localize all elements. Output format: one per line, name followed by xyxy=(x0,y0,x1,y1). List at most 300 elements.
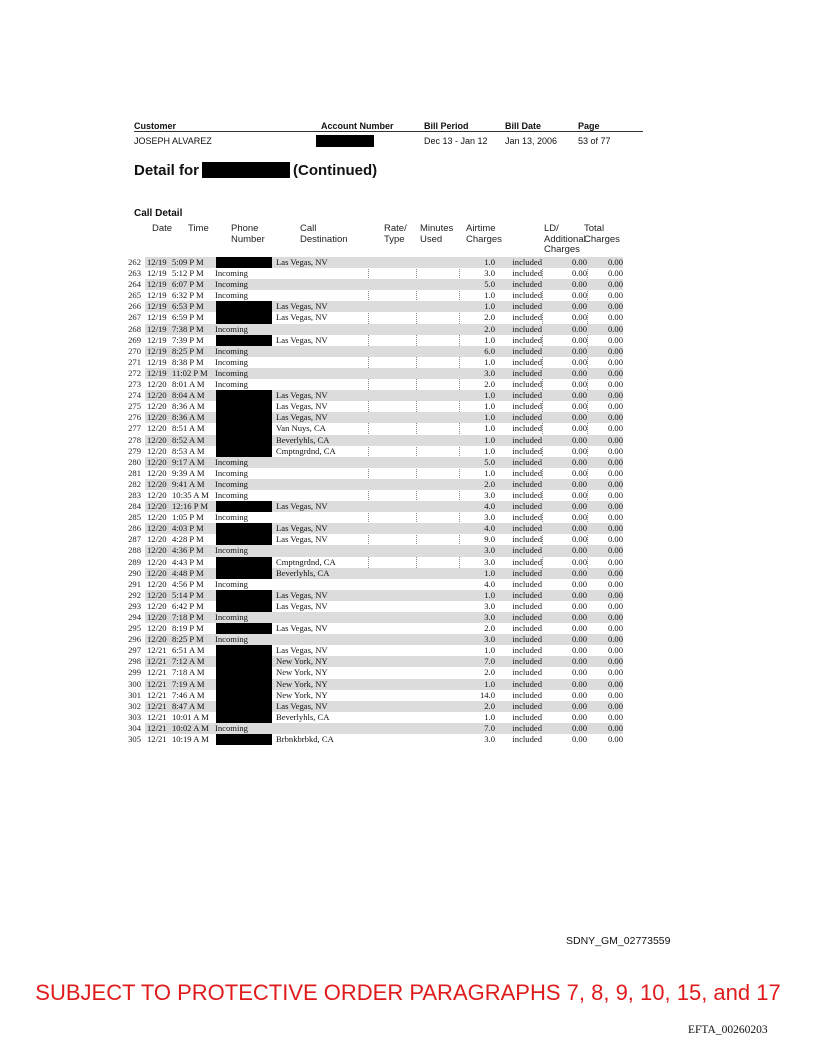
table-row xyxy=(128,623,623,634)
phone-redaction xyxy=(216,412,272,423)
row-number: 288 xyxy=(128,545,141,556)
minutes-used: 2.0 xyxy=(484,623,495,634)
section-heading: Call Detail xyxy=(134,208,183,219)
minutes-used: 3.0 xyxy=(484,556,495,567)
call-destination: New York, NY xyxy=(276,656,328,667)
call-time: 4:28 P M xyxy=(172,534,204,545)
call-time: 10:35 A M xyxy=(172,489,209,500)
phone-number: Incoming xyxy=(215,323,248,334)
ld-charges: 0.00 xyxy=(571,656,587,667)
minutes-used: 1.0 xyxy=(484,257,495,267)
title-redaction xyxy=(202,162,290,178)
minutes-used: 3.0 xyxy=(484,367,495,378)
total-charges: 0.00 xyxy=(607,290,623,301)
call-time: 9:17 A M xyxy=(172,456,205,467)
call-date: 12/20 xyxy=(147,634,167,645)
row-number: 302 xyxy=(128,700,141,711)
phone-redaction xyxy=(216,557,272,568)
phone-redaction xyxy=(216,712,272,723)
minutes-used: 3.0 xyxy=(484,268,495,279)
phone-redaction xyxy=(216,401,272,412)
total-charges: 0.00 xyxy=(607,634,623,645)
title-prefix: Detail for xyxy=(134,162,200,179)
phone-redaction xyxy=(216,335,272,346)
minutes-used: 3.0 xyxy=(484,545,495,556)
call-destination: Beverlyhls, CA xyxy=(276,711,330,722)
total-charges: 0.00 xyxy=(607,434,623,445)
ld-charges: 0.00 xyxy=(571,512,587,523)
ld-charges: 0.00 xyxy=(571,412,587,423)
table-row xyxy=(128,390,623,401)
call-date: 12/19 xyxy=(147,301,167,312)
ld-charges: 0.00 xyxy=(571,700,587,711)
call-date: 12/20 xyxy=(147,567,167,578)
minutes-used: 5.0 xyxy=(484,279,495,290)
call-time: 5:12 P M xyxy=(172,268,204,279)
airtime-charges: included xyxy=(512,556,542,567)
phone-redaction xyxy=(216,301,272,312)
minutes-used: 3.0 xyxy=(484,734,495,745)
row-number: 277 xyxy=(128,423,141,434)
call-time: 9:39 A M xyxy=(172,467,205,478)
call-destination: New York, NY xyxy=(276,678,328,689)
airtime-charges: included xyxy=(512,478,542,489)
total-charges: 0.00 xyxy=(607,512,623,523)
page-title xyxy=(134,162,377,179)
minutes-used: 1.0 xyxy=(484,467,495,478)
call-time: 8:36 A M xyxy=(172,412,205,423)
airtime-charges: included xyxy=(512,545,542,556)
call-time: 10:01 A M xyxy=(172,711,209,722)
phone-redaction xyxy=(216,435,272,446)
ld-charges: 0.00 xyxy=(571,323,587,334)
row-number: 285 xyxy=(128,512,141,523)
phone-redaction xyxy=(216,423,272,434)
table-row xyxy=(128,412,623,423)
total-charges: 0.00 xyxy=(607,489,623,500)
call-date: 12/21 xyxy=(147,700,167,711)
total-charges: 0.00 xyxy=(607,667,623,678)
airtime-charges: included xyxy=(512,722,542,733)
ld-charges: 0.00 xyxy=(571,534,587,545)
ld-charges: 0.00 xyxy=(571,312,587,323)
minutes-used: 3.0 xyxy=(484,512,495,523)
airtime-charges: included xyxy=(512,301,542,312)
call-time: 8:52 A M xyxy=(172,434,205,445)
phone-number: Incoming xyxy=(215,512,248,523)
airtime-charges: included xyxy=(512,356,542,367)
airtime-charges: included xyxy=(512,700,542,711)
row-number: 303 xyxy=(128,711,141,722)
table-row xyxy=(128,600,623,612)
call-time: 6:32 P M xyxy=(172,290,204,301)
call-destination: Las Vegas, NV xyxy=(276,301,328,312)
total-charges: 0.00 xyxy=(607,323,623,334)
ld-charges: 0.00 xyxy=(571,290,587,301)
minutes-used: 7.0 xyxy=(484,656,495,667)
ld-charges: 0.00 xyxy=(571,600,587,611)
call-date: 12/20 xyxy=(147,589,167,600)
ld-charges: 0.00 xyxy=(571,356,587,367)
row-number: 265 xyxy=(128,290,141,301)
call-date: 12/20 xyxy=(147,401,167,412)
ld-charges: 0.00 xyxy=(571,578,587,589)
ld-charges: 0.00 xyxy=(571,489,587,500)
call-date: 12/20 xyxy=(147,534,167,545)
minutes-used: 4.0 xyxy=(484,578,495,589)
account-number-redaction xyxy=(316,135,374,147)
ld-charges: 0.00 xyxy=(571,456,587,467)
minutes-used: 1.0 xyxy=(484,301,495,312)
phone-redaction xyxy=(216,734,272,745)
phone-redaction xyxy=(216,446,272,457)
phone-number: Incoming xyxy=(215,634,248,645)
call-date: 12/20 xyxy=(147,456,167,467)
airtime-charges: included xyxy=(512,711,542,722)
call-time: 6:53 P M xyxy=(172,301,204,312)
airtime-charges: included xyxy=(512,379,542,390)
total-charges: 0.00 xyxy=(607,423,623,434)
ld-charges: 0.00 xyxy=(571,667,587,678)
ld-charges: 0.00 xyxy=(571,445,587,456)
call-time: 9:41 A M xyxy=(172,478,205,489)
total-charges: 0.00 xyxy=(607,467,623,478)
phone-number: Incoming xyxy=(215,489,248,500)
row-number: 295 xyxy=(128,623,141,634)
ld-charges: 0.00 xyxy=(571,379,587,390)
row-number: 300 xyxy=(128,678,141,689)
call-time: 7:12 A M xyxy=(172,656,205,667)
airtime-charges: included xyxy=(512,445,542,456)
call-date: 12/20 xyxy=(147,445,167,456)
call-time: 5:14 P M xyxy=(172,589,204,600)
table-row xyxy=(128,434,623,446)
call-date: 12/20 xyxy=(147,390,167,401)
total-charges: 0.00 xyxy=(607,345,623,356)
phone-redaction xyxy=(216,523,272,534)
phone-redaction xyxy=(216,501,272,512)
row-number: 286 xyxy=(128,523,141,534)
total-charges: 0.00 xyxy=(607,279,623,290)
row-number: 263 xyxy=(128,268,141,279)
call-time: 4:48 P M xyxy=(172,567,204,578)
minutes-used: 1.0 xyxy=(484,645,495,656)
airtime-charges: included xyxy=(512,734,542,745)
row-number: 270 xyxy=(128,345,141,356)
title-suffix: (Continued) xyxy=(293,162,378,179)
table-row xyxy=(128,423,623,434)
call-date: 12/19 xyxy=(147,334,167,345)
call-time: 6:42 P M xyxy=(172,600,204,611)
airtime-charges: included xyxy=(512,323,542,334)
col-rate: Rate/ Type xyxy=(384,223,407,245)
airtime-charges: included xyxy=(512,623,542,634)
bill-period-value: Dec 13 - Jan 12 xyxy=(424,136,488,146)
ld-charges: 0.00 xyxy=(571,545,587,556)
minutes-used: 4.0 xyxy=(484,523,495,534)
table-row xyxy=(128,257,623,268)
call-destination: Las Vegas, NV xyxy=(276,501,328,512)
customer-name: JOSEPH ALVAREZ xyxy=(134,136,212,146)
call-detail-table xyxy=(128,257,623,745)
table-row xyxy=(128,512,623,523)
table-row xyxy=(128,478,623,490)
call-date: 12/21 xyxy=(147,722,167,733)
bill-date-value: Jan 13, 2006 xyxy=(505,136,558,146)
minutes-used: 6.0 xyxy=(484,345,495,356)
table-row xyxy=(128,667,623,678)
minutes-used: 1.0 xyxy=(484,589,495,600)
airtime-charges: included xyxy=(512,290,542,301)
table-row xyxy=(128,578,623,590)
call-time: 7:38 P M xyxy=(172,323,204,334)
row-number: 294 xyxy=(128,612,141,622)
airtime-charges: included xyxy=(512,578,542,589)
call-time: 5:09 P M xyxy=(172,257,204,267)
phone-number: Incoming xyxy=(215,379,248,390)
row-number: 271 xyxy=(128,356,141,367)
row-number: 299 xyxy=(128,667,141,678)
total-charges: 0.00 xyxy=(607,678,623,689)
phone-redaction xyxy=(216,656,272,667)
row-number: 283 xyxy=(128,489,141,500)
ld-charges: 0.00 xyxy=(571,467,587,478)
phone-number: Incoming xyxy=(215,367,248,378)
minutes-used: 14.0 xyxy=(479,689,495,700)
table-row xyxy=(128,722,623,734)
ld-charges: 0.00 xyxy=(571,279,587,290)
row-number: 296 xyxy=(128,634,141,645)
row-number: 305 xyxy=(128,734,141,745)
call-time: 10:02 A M xyxy=(172,722,209,733)
minutes-used: 1.0 xyxy=(484,678,495,689)
bates-number: SDNY_GM_02773559 xyxy=(566,935,671,947)
total-charges: 0.00 xyxy=(607,379,623,390)
call-destination: Las Vegas, NV xyxy=(276,623,328,634)
table-row xyxy=(128,456,623,468)
total-charges: 0.00 xyxy=(607,367,623,378)
ld-charges: 0.00 xyxy=(571,711,587,722)
bill-date-label: Bill Date xyxy=(505,121,542,131)
ld-charges: 0.00 xyxy=(571,523,587,534)
phone-redaction xyxy=(216,601,272,612)
table-row xyxy=(128,711,623,723)
minutes-used: 2.0 xyxy=(484,478,495,489)
row-number: 273 xyxy=(128,379,141,390)
table-row xyxy=(128,656,623,667)
col-date: Date xyxy=(152,223,173,234)
call-time: 8:25 P M xyxy=(172,345,204,356)
header-rule xyxy=(134,131,643,132)
total-charges: 0.00 xyxy=(607,523,623,534)
total-charges: 0.00 xyxy=(607,478,623,489)
table-row xyxy=(128,645,623,656)
col-time: Time xyxy=(188,223,209,234)
call-time: 4:43 P M xyxy=(172,556,204,567)
minutes-used: 1.0 xyxy=(484,434,495,445)
table-row xyxy=(128,356,623,368)
call-destination: Las Vegas, NV xyxy=(276,257,328,267)
call-destination: Cmptngrdnd, CA xyxy=(276,556,336,567)
call-date: 12/19 xyxy=(147,279,167,290)
airtime-charges: included xyxy=(512,501,542,512)
table-row xyxy=(128,678,623,690)
col-phone: Phone Number xyxy=(231,223,265,245)
row-number: 268 xyxy=(128,323,141,334)
call-date: 12/20 xyxy=(147,501,167,512)
airtime-charges: included xyxy=(512,412,542,423)
call-destination: Las Vegas, NV xyxy=(276,645,328,656)
row-number: 287 xyxy=(128,534,141,545)
row-number: 275 xyxy=(128,401,141,412)
minutes-used: 1.0 xyxy=(484,423,495,434)
minutes-used: 1.0 xyxy=(484,711,495,722)
call-destination: Las Vegas, NV xyxy=(276,589,328,600)
airtime-charges: included xyxy=(512,512,542,523)
col-total: Total Charges xyxy=(584,223,620,245)
phone-number: Incoming xyxy=(215,268,248,279)
phone-number: Incoming xyxy=(215,467,248,478)
call-destination: Las Vegas, NV xyxy=(276,700,328,711)
call-time: 8:19 P M xyxy=(172,623,204,634)
phone-number: Incoming xyxy=(215,478,248,489)
call-date: 12/20 xyxy=(147,423,167,434)
customer-label: Customer xyxy=(134,121,177,131)
call-time: 12:16 P M xyxy=(172,501,208,512)
airtime-charges: included xyxy=(512,434,542,445)
ld-charges: 0.00 xyxy=(571,722,587,733)
airtime-charges: included xyxy=(512,600,542,611)
phone-number: Incoming xyxy=(215,345,248,356)
airtime-charges: included xyxy=(512,257,542,267)
table-row xyxy=(128,556,623,568)
phone-redaction xyxy=(216,534,272,545)
phone-number: Incoming xyxy=(215,279,248,290)
call-date: 12/19 xyxy=(147,323,167,334)
table-row xyxy=(128,279,623,290)
total-charges: 0.00 xyxy=(607,645,623,656)
row-number: 291 xyxy=(128,578,141,589)
protective-order-notice: SUBJECT TO PROTECTIVE ORDER PARAGRAPHS 7, 8, 9, 10, 15, and 17 xyxy=(35,980,781,1005)
phone-number: Incoming xyxy=(215,612,248,622)
ld-charges: 0.00 xyxy=(571,612,587,622)
call-date: 12/20 xyxy=(147,556,167,567)
airtime-charges: included xyxy=(512,567,542,578)
call-date: 12/20 xyxy=(147,512,167,523)
total-charges: 0.00 xyxy=(607,734,623,745)
call-date: 12/20 xyxy=(147,623,167,634)
phone-redaction xyxy=(216,257,272,268)
minutes-used: 3.0 xyxy=(484,489,495,500)
airtime-charges: included xyxy=(512,390,542,401)
call-date: 12/21 xyxy=(147,667,167,678)
ld-charges: 0.00 xyxy=(571,301,587,312)
call-date: 12/19 xyxy=(147,312,167,323)
ld-charges: 0.00 xyxy=(571,623,587,634)
total-charges: 0.00 xyxy=(607,578,623,589)
phone-number: Incoming xyxy=(215,578,248,589)
phone-number: Incoming xyxy=(215,456,248,467)
minutes-used: 4.0 xyxy=(484,501,495,512)
call-date: 12/20 xyxy=(147,489,167,500)
table-row xyxy=(128,523,623,534)
call-date: 12/19 xyxy=(147,268,167,279)
call-time: 8:53 A M xyxy=(172,445,205,456)
table-row xyxy=(128,323,623,335)
airtime-charges: included xyxy=(512,678,542,689)
total-charges: 0.00 xyxy=(607,268,623,279)
phone-redaction xyxy=(216,645,272,656)
total-charges: 0.00 xyxy=(607,567,623,578)
ld-charges: 0.00 xyxy=(571,334,587,345)
airtime-charges: included xyxy=(512,612,542,622)
row-number: 290 xyxy=(128,567,141,578)
airtime-charges: included xyxy=(512,534,542,545)
total-charges: 0.00 xyxy=(607,612,623,622)
call-destination: New York, NY xyxy=(276,667,328,678)
row-number: 297 xyxy=(128,645,141,656)
table-row xyxy=(128,734,623,745)
call-time: 7:18 A M xyxy=(172,667,205,678)
table-row xyxy=(128,301,623,312)
total-charges: 0.00 xyxy=(607,711,623,722)
minutes-used: 1.0 xyxy=(484,401,495,412)
airtime-charges: included xyxy=(512,667,542,678)
call-time: 6:07 P M xyxy=(172,279,204,290)
col-airtime: Airtime Charges xyxy=(466,223,502,245)
efta-number: EFTA_00260203 xyxy=(688,1024,768,1036)
airtime-charges: included xyxy=(512,367,542,378)
ld-charges: 0.00 xyxy=(571,478,587,489)
call-date: 12/20 xyxy=(147,379,167,390)
minutes-used: 1.0 xyxy=(484,334,495,345)
airtime-charges: included xyxy=(512,456,542,467)
airtime-charges: included xyxy=(512,523,542,534)
call-destination: Beverlyhls, CA xyxy=(276,434,330,445)
call-date: 12/19 xyxy=(147,356,167,367)
call-date: 12/20 xyxy=(147,523,167,534)
call-destination: Van Nuys, CA xyxy=(276,423,326,434)
ld-charges: 0.00 xyxy=(571,734,587,745)
ld-charges: 0.00 xyxy=(571,434,587,445)
table-row xyxy=(128,589,623,601)
total-charges: 0.00 xyxy=(607,445,623,456)
call-destination: New York, NY xyxy=(276,689,328,700)
call-time: 8:38 P M xyxy=(172,356,204,367)
row-number: 266 xyxy=(128,301,141,312)
phone-number: Incoming xyxy=(215,722,248,733)
ld-charges: 0.00 xyxy=(571,678,587,689)
call-date: 12/20 xyxy=(147,467,167,478)
call-date: 12/20 xyxy=(147,434,167,445)
airtime-charges: included xyxy=(512,423,542,434)
total-charges: 0.00 xyxy=(607,501,623,512)
row-number: 274 xyxy=(128,390,141,401)
call-destination: Las Vegas, NV xyxy=(276,401,328,412)
table-row xyxy=(128,501,623,512)
phone-redaction xyxy=(216,590,272,601)
call-time: 7:19 A M xyxy=(172,678,205,689)
row-number: 301 xyxy=(128,689,141,700)
table-row xyxy=(128,700,623,712)
total-charges: 0.00 xyxy=(607,589,623,600)
call-date: 12/19 xyxy=(147,345,167,356)
ld-charges: 0.00 xyxy=(571,345,587,356)
total-charges: 0.00 xyxy=(607,600,623,611)
airtime-charges: included xyxy=(512,634,542,645)
ld-charges: 0.00 xyxy=(571,268,587,279)
total-charges: 0.00 xyxy=(607,656,623,667)
